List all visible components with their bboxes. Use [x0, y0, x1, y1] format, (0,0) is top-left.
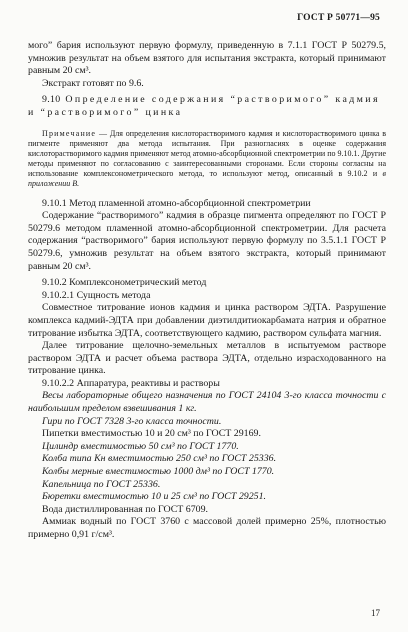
paragraph-extract: Экстракт готовят по 9.6.	[42, 77, 144, 89]
list-item-pipettes: Пипетки вместимостью 10 и 20 см³ по ГОСТ 29169.	[42, 428, 261, 440]
paragraph-method-essence-2: Далее титрование щелочно-земельных металлов в испытуемом растворе раствором ЭДТА и расчет объема раствора ЭДТА, отдельно израсходованного на титрование цинка.	[28, 340, 386, 377]
list-item-flask-kn: Колба типа Кн вместимостью 250 см³ по ГОСТ 25336.	[42, 453, 277, 465]
list-item-distilled-water: Вода дистиллированная по ГОСТ 6709.	[42, 503, 209, 515]
list-item-volumetric-flasks: Колбы мерные вместимостью 1000 дм³ по ГОСТ 1770.	[42, 466, 275, 478]
page-number: 17	[371, 608, 380, 618]
paragraph-method-essence-1: Совместное титрование ионов кадмия и цинка раствором ЭДТА. Разрушение комплекса кадмий-ЭДТА при добавлении диэтилдитиокарбамата натрия и обратное титрование избытка ЭДТА, соответствующего кадмию, раствором сульфата магния.	[28, 302, 386, 339]
note-label: Примечание	[42, 128, 97, 138]
paragraph-cadmium-content: Содержание “растворимого” кадмия в образце пигмента определяют по ГОСТ Р 50279.6 методом пламенной атомно-абсорбционной спектрометрии. Для расчета содержания “растворимого” бария используют первую формулу по 3.5.1.1 ГОСТ Р 50279.6, умножив результат на объем взятого экстракта, который принимают равным 20 см³.	[28, 210, 386, 272]
subsection-9-10-2: 9.10.2 Комплексонометрический метод	[42, 277, 207, 289]
subsection-9-10-2-1: 9.10.2.1 Сущность метода	[42, 289, 151, 301]
list-item-burettes: Бюретки вместимостью 10 и 25 см³ по ГОСТ 29251.	[42, 491, 266, 503]
list-item-cylinder: Цилиндр вместимостью 50 см³ по ГОСТ 1770.	[42, 440, 239, 452]
note-block	[28, 129, 386, 189]
list-item-aqueous-ammonia: Аммиак водный по ГОСТ 3760 с массовой долей примерно 25%, плотностью примерно 0,91 г/см³.	[28, 516, 386, 540]
list-item-dropper: Капельница по ГОСТ 25336.	[42, 478, 161, 490]
section-number: 9.10	[42, 94, 61, 106]
standard-code-header: ГОСТ Р 50771—95	[297, 13, 380, 23]
subsection-9-10-2-2: 9.10.2.2 Аппаратура, реактивы и растворы	[42, 377, 220, 389]
document-body	[28, 40, 386, 542]
list-item-weights: Гири по ГОСТ 7328 3-го класса точности.	[42, 415, 222, 427]
note-text: — Для определения кислоторастворимого кадмия и кислоторастворимого цинка в пигменте применяют два метода испытания. При разногласиях в оценке содержания кислоторастворимого кадмия применяют метод атомно-абсорбционной спектрометрии по 9.10.1. Другие методы применяют по согласованию с заинтересованными сторонами. Если стороны согласны на использование комплексонометрического метода, то используют метод, описанный в 9.10.2 и	[28, 128, 386, 178]
section-title: Определение содержания “растворимого” кадмия и “растворимого” цинка	[28, 94, 380, 118]
note-appendix-ref: в приложении В.	[28, 168, 386, 188]
section-heading-9-10	[28, 94, 386, 119]
paragraph-barium-formula: мого” бария используют первую формулу, приведенную в 7.1.1 ГОСТ Р 50279.5, умножив результат на объем взятого для испытания экстракта, который принимают равным 20 см³.	[28, 40, 386, 77]
list-item-scales: Весы лабораторные общего назначения по ГОСТ 24104 3-го класса точности с наибольшим пределом взвешивания 1 кг.	[28, 390, 386, 415]
subsection-9-10-1: 9.10.1 Метод пламенной атомно-абсорбционной спектрометрии	[42, 197, 311, 209]
